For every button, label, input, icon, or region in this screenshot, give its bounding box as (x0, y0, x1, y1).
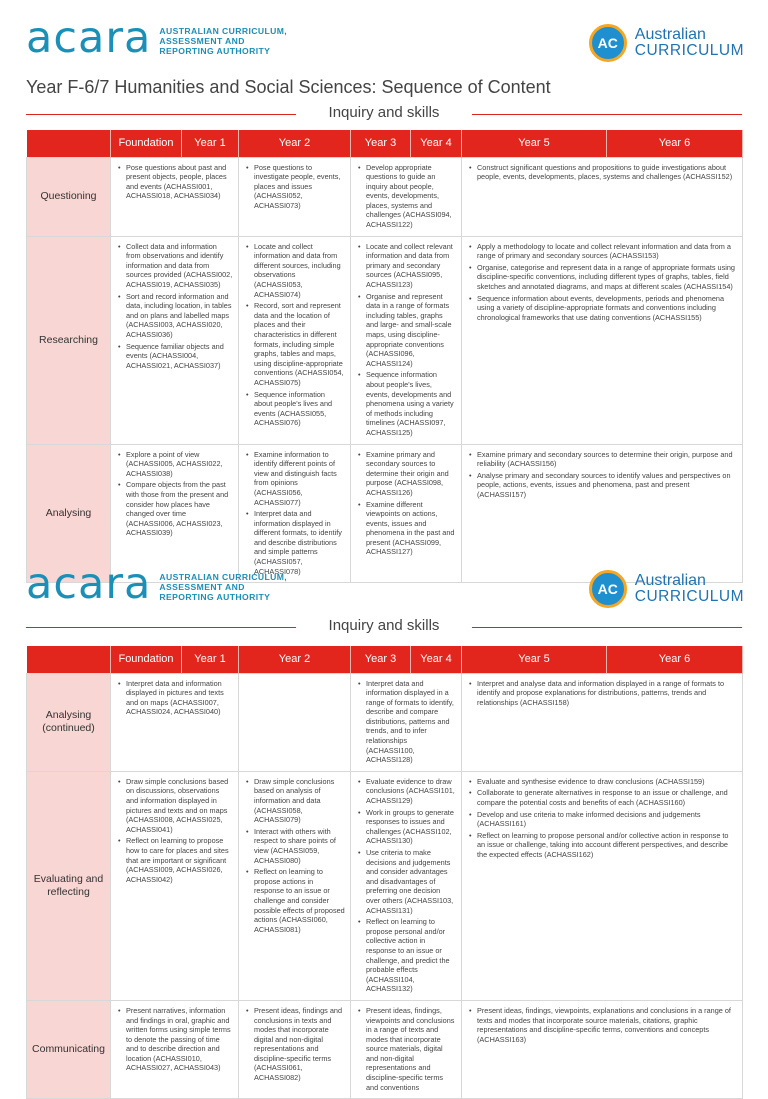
table-cell (239, 1000, 351, 1098)
table-cell (111, 236, 239, 444)
list-item: • Sequence information about people's lives and events (ACHASSI055, ACHASSI076) (244, 390, 345, 428)
row-label: Researching (27, 236, 111, 444)
bullet-list (467, 777, 737, 860)
table-cell (462, 1000, 743, 1098)
row-label: Analysing (continued) (27, 673, 111, 771)
ac-badge-icon: AC (589, 570, 627, 608)
col-header-foundation: Foundation (111, 646, 182, 673)
bullet-list (467, 679, 737, 708)
col-header-year4: Year 4 (411, 646, 462, 673)
sequence-table-page2 (26, 646, 766, 1099)
section-heading (26, 617, 742, 637)
acara-sub-line: ASSESSMENT AND (159, 36, 245, 46)
bullet-list (244, 1006, 345, 1083)
header-corner (27, 130, 111, 157)
list-item: • Use criteria to make decisions and judgements and consider advantages and disadvantages of preferring one decision over others (ACHASSI103, ACHASSI131) (356, 848, 456, 915)
col-header-year1: Year 1 (182, 130, 239, 157)
bullet-list (356, 450, 456, 558)
bullet-list (467, 450, 737, 500)
acara-logo (26, 559, 288, 609)
list-item: • Locate and collect relevant information and data from primary and secondary sources (ACHASSI095, ACHASSI123) (356, 242, 456, 290)
list-item: • Analyse primary and secondary sources to identify values and perspectives on people, actions, events, issues and phenomena, past and present (ACHASSI157) (467, 471, 737, 500)
list-item: • Compare objects from the past with those from the present and consider how places have changed over time (ACHASSI006, ACHASSI023, ACHASSI039) (116, 480, 233, 538)
list-item: • Reflect on learning to propose how to care for places and sites that are important or significant (ACHASSI009, ACHASSI026, ACHASSI042) (116, 836, 233, 884)
acara-sub-line: ASSESSMENT AND (159, 582, 245, 592)
list-item: • Examine primary and secondary sources to determine their origin and purpose (ACHASSI098, ACHASSI126) (356, 450, 456, 498)
section-label: Inquiry and skills (328, 104, 440, 121)
acara-sub-line: REPORTING AUTHORITY (159, 592, 271, 602)
ac-logo-text (635, 27, 744, 59)
table-cell (239, 771, 351, 1000)
bullet-list (467, 1006, 737, 1044)
acara-sub-line: REPORTING AUTHORITY (159, 46, 271, 56)
list-item: • Evaluate evidence to draw conclusions (ACHASSI101, ACHASSI129) (356, 777, 456, 806)
list-item: • Interpret data and information displayed in different formats, to identify and describe distributions and simple patterns (ACHASSI057, ACHASSI078) (244, 509, 345, 576)
table-cell (351, 157, 462, 236)
list-item: • Construct significant questions and propositions to guide investigations about people, events, developments, places, systems and challenges (ACHASSI152) (467, 163, 737, 182)
list-item: • Pose questions about past and present objects, people, places and events (ACHASSI001, ACHASSI018, ACHASSI034) (116, 163, 233, 201)
list-item: • Sequence information about events, developments, periods and phenomena using a variety of discipline-appropriate formats and conventions including chronological frameworks that use dating conventions (ACHASSI155) (467, 294, 737, 323)
table-body (27, 673, 743, 1099)
bullet-list (244, 242, 345, 428)
acara-sub-line: AUSTRALIAN CURRICULUM, (159, 572, 288, 582)
table-row (27, 1000, 743, 1098)
list-item: • Apply a methodology to locate and collect relevant information and data from a range of primary and secondary sources (ACHASSI153) (467, 242, 737, 261)
page1-header (0, 14, 768, 76)
col-header-foundation: Foundation (111, 130, 182, 157)
list-item: • Interpret data and information displayed in pictures and texts and on maps (ACHASSI007, ACHASSI024, ACHASSI040) (116, 679, 233, 717)
table-cell (462, 673, 743, 771)
table-row (27, 236, 743, 444)
row-label: Evaluating and reflecting (27, 771, 111, 1000)
col-header-year3: Year 3 (351, 130, 411, 157)
list-item: • Organise, categorise and represent data in a range of appropriate formats using discipline-specific conventions, including different types of graphs, tables, field sketches and annotated diagrams, and maps at different scales (ACHASSI154) (467, 263, 737, 292)
section-heading (26, 104, 742, 124)
ac-logo-line2: CURRICULUM (634, 42, 744, 59)
table-cell (111, 771, 239, 1000)
table-cell (111, 157, 239, 236)
col-header-year2: Year 2 (239, 646, 351, 673)
col-header-year6: Year 6 (607, 130, 743, 157)
bullet-list (356, 679, 456, 765)
bullet-list (356, 163, 456, 230)
list-item: • Present ideas, findings, viewpoints and conclusions in a range of texts and modes that incorporate source materials, digital and non-digital representations and discipline-specific terms and conventions (356, 1006, 456, 1092)
bullet-list (116, 163, 233, 201)
ac-logo-text (635, 573, 744, 605)
table-cell (351, 1000, 462, 1098)
col-header-year1: Year 1 (182, 646, 239, 673)
table-cell (111, 673, 239, 771)
document-title: Year F-6/7 Humanities and Social Sciences: Sequence of Content (26, 77, 551, 97)
list-item: • Reflect on learning to propose personal and/or collective action in response to an issue or challenge, and predict the probable effects (ACHASSI104, ACHASSI132) (356, 917, 456, 994)
col-header-year3: Year 3 (351, 646, 411, 673)
list-item: • Interact with others with respect to share points of view (ACHASSI059, ACHASSI080) (244, 827, 345, 865)
table-cell (351, 673, 462, 771)
bullet-list (244, 450, 345, 577)
acara-wordmark: acara (26, 559, 152, 609)
divider-line (472, 627, 742, 628)
table-cell (462, 771, 743, 1000)
list-item: • Sequence familiar objects and events (ACHASSI004, ACHASSI021, ACHASSI037) (116, 342, 233, 371)
bullet-list (356, 1006, 456, 1092)
bullet-list (116, 679, 233, 717)
ac-badge-icon: AC (589, 24, 627, 62)
bullet-list (356, 242, 456, 438)
ac-logo-line1: Australian (634, 26, 706, 43)
table-header-row: Foundation Year 1 Year 2 Year 3 Year 4 Year 5 Year 6 Year 7 (27, 646, 743, 673)
list-item: • Sort and record information and data, including location, in tables and on plans and labelled maps (ACHASSI003, ACHASSI020, ACHASSI036) (116, 292, 233, 340)
list-item: • Reflect on learning to propose personal and/or collective action in response to an issue or challenge, taking into account different perspectives, and describe the expected effects (ACHASSI162) (467, 831, 737, 860)
list-item: • Examine different viewpoints on actions, events, issues and phenomena in the past and present (ACHASSI099, ACHASSI127) (356, 500, 456, 558)
bullet-list (116, 450, 233, 538)
australian-curriculum-logo (589, 570, 744, 608)
table-cell (239, 157, 351, 236)
table-row (27, 673, 743, 771)
list-item: • Interpret data and information displayed in a range of formats to identify, describe and compare distributions, patterns and trends, and to infer relationships (ACHASSI100, ACHASSI128) (356, 679, 456, 765)
list-item: • Examine information to identify different points of view and distinguish facts from opinions (ACHASSI056, ACHASSI077) (244, 450, 345, 508)
acara-sub-line: AUSTRALIAN CURRICULUM, (159, 26, 288, 36)
bullet-list (116, 1006, 233, 1073)
bullet-list (467, 163, 737, 182)
list-item: • Collect data and information from observations and identify information and data from sources provided (ACHASSI002, ACHASSI019, ACHASSI035) (116, 242, 233, 290)
acara-logo (26, 13, 288, 63)
list-item: • Interpret and analyse data and information displayed in a range of formats to identify and propose explanations for distributions, patterns, trends and relationships (ACHASSI158) (467, 679, 737, 708)
col-header-year4: Year 4 (411, 130, 462, 157)
list-item: • Explore a point of view (ACHASSI005, ACHASSI022, ACHASSI038) (116, 450, 233, 479)
sequence-table-page1 (26, 130, 766, 583)
table-cell (462, 236, 743, 444)
table-cell (239, 236, 351, 444)
list-item: • Work in groups to generate responses to issues and challenges (ACHASSI102, ACHASSI130) (356, 808, 456, 846)
row-label: Analysing (27, 444, 111, 583)
table-header-row: Foundation Year 1 Year 2 Year 3 Year 4 Year 5 Year 6 Year 7 (27, 130, 743, 157)
bullet-list (356, 777, 456, 994)
list-item: • Examine primary and secondary sources to determine their origin, purpose and reliability (ACHASSI156) (467, 450, 737, 469)
acara-subtitle (159, 26, 287, 56)
list-item: • Present ideas, findings, viewpoints, explanations and conclusions in a range of texts and modes that incorporate source materials, citations, graphic representations and discipline-specific terms, conventions and concepts (ACHASSI163) (467, 1006, 737, 1044)
acara-subtitle (159, 572, 287, 602)
list-item: • Draw simple conclusions based on discussions, observations and information displayed in pictures and texts and on maps (ACHASSI008, ACHASSI025, ACHASSI041) (116, 777, 233, 835)
table-row (27, 157, 743, 236)
table-body (27, 157, 743, 583)
col-header-year2: Year 2 (239, 130, 351, 157)
header-corner (27, 646, 111, 673)
list-item: • Reflect on learning to propose actions in response to an issue or challenge and consider possible effects of proposed actions (ACHASSI060, ACHASSI081) (244, 867, 345, 934)
bullet-list (467, 242, 737, 323)
table-cell (351, 771, 462, 1000)
table-row (27, 771, 743, 1000)
divider-line (472, 114, 742, 115)
list-item: • Develop and use criteria to make informed decisions and judgements (ACHASSI161) (467, 810, 737, 829)
bullet-list (116, 777, 233, 885)
list-item: • Organise and represent data in a range of formats including tables, graphs and large- and small-scale maps, using discipline-appropriate conventions (ACHASSI096, ACHASSI124) (356, 292, 456, 369)
page2-header (0, 560, 768, 622)
row-label: Questioning (27, 157, 111, 236)
list-item: • Evaluate and synthesise evidence to draw conclusions (ACHASSI159) (467, 777, 737, 787)
list-item: • Sequence information about people's lives, events, developments and phenomena using a variety of methods including timelines (ACHASSI097, ACHASSI125) (356, 370, 456, 437)
row-label: Communicating (27, 1000, 111, 1098)
col-header-year5: Year 5 (462, 130, 607, 157)
ac-logo-line2: CURRICULUM (634, 588, 744, 605)
table-cell (111, 1000, 239, 1098)
table-cell (462, 157, 743, 236)
list-item: • Develop appropriate questions to guide an inquiry about people, events, developments, places, systems and challenges (ACHASSI094, ACHASSI122) (356, 163, 456, 230)
bullet-list (116, 242, 233, 371)
bullet-list (244, 163, 345, 211)
table-cell (351, 236, 462, 444)
acara-wordmark: acara (26, 13, 152, 63)
list-item: • Present ideas, findings and conclusions in texts and modes that incorporate digital and non-digital representations and discipline-specific terms (ACHASSI061, ACHASSI082) (244, 1006, 345, 1083)
list-item: • Locate and collect information and data from different sources, including observations (ACHASSI053, ACHASSI074) (244, 242, 345, 300)
col-header-year6: Year 6 (607, 646, 743, 673)
australian-curriculum-logo (589, 24, 744, 62)
list-item: • Present narratives, information and findings in oral, graphic and written forms using simple terms to denote the passing of time and to describe direction and location (ACHASSI010, ACHASSI027, ACHASSI043) (116, 1006, 233, 1073)
table-cell (239, 673, 351, 771)
bullet-list (244, 777, 345, 935)
list-item: • Draw simple conclusions based on analysis of information and data (ACHASSI058, ACHASSI079) (244, 777, 345, 825)
col-header-year5: Year 5 (462, 646, 607, 673)
ac-logo-line1: Australian (634, 572, 706, 589)
list-item: • Record, sort and represent data and the location of places and their characteristics in different formats, including simple graphs, tables and maps, using discipline-appropriate conventions (ACHASSI054, ACHASSI075) (244, 301, 345, 387)
list-item: • Collaborate to generate alternatives in response to an issue or challenge, and compare the potential costs and benefits of each (ACHASSI160) (467, 788, 737, 807)
list-item: • Pose questions to investigate people, events, places and issues (ACHASSI052, ACHASSI073) (244, 163, 345, 211)
section-label: Inquiry and skills (328, 617, 440, 634)
